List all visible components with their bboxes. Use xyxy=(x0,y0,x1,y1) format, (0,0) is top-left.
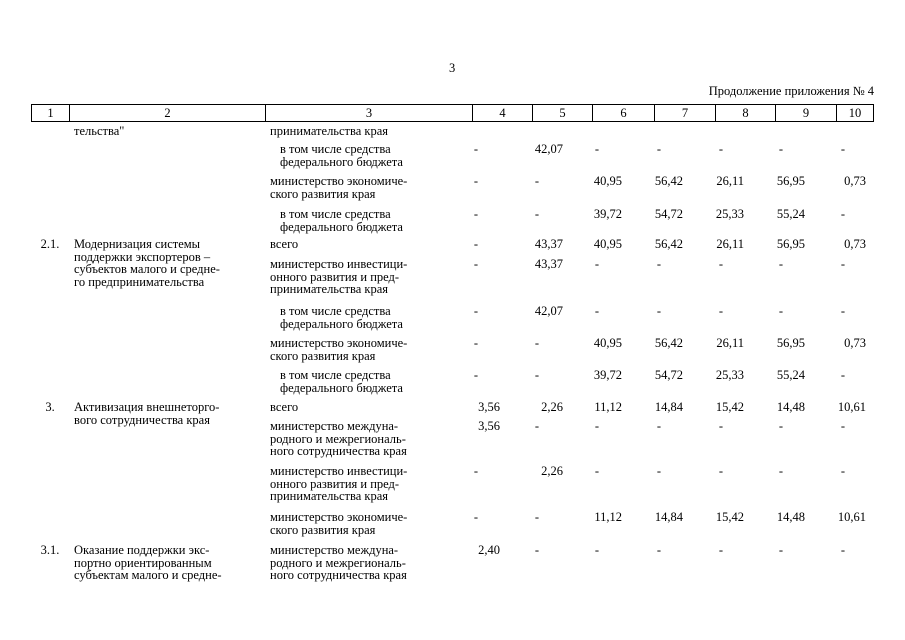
funding-source-line: всего xyxy=(270,400,299,414)
funding-source xyxy=(270,258,470,296)
value-col-4: - xyxy=(473,464,479,478)
funding-source xyxy=(270,125,470,138)
value-col-4: - xyxy=(473,257,479,271)
value-col-9: 14,48 xyxy=(776,400,805,414)
header-col-7: 7 xyxy=(655,105,716,121)
value-col-8: - xyxy=(718,142,724,156)
funding-source-line: в том числе средства xyxy=(280,207,391,221)
value-col-4: - xyxy=(473,174,479,188)
value-col-9: 14,48 xyxy=(776,510,805,524)
value-col-9: 56,95 xyxy=(776,174,805,188)
value-col-4: - xyxy=(473,142,479,156)
value-col-8: 26,11 xyxy=(716,237,744,251)
value-col-7: - xyxy=(656,142,662,156)
funding-source xyxy=(270,337,470,362)
value-col-8: 25,33 xyxy=(715,207,744,221)
funding-source-line: министерство инвестици- xyxy=(270,257,408,271)
funding-source xyxy=(280,143,470,168)
funding-source-line: ского развития края xyxy=(270,348,376,363)
funding-source-line: федерального бюджета xyxy=(280,380,403,395)
funding-source-line: министерство экономиче- xyxy=(270,510,408,524)
header-col-8: 8 xyxy=(716,105,776,121)
value-col-5: - xyxy=(534,368,540,382)
value-col-5: - xyxy=(534,419,540,433)
funding-source-line: в том числе средства xyxy=(280,304,391,318)
measure-name xyxy=(74,125,266,138)
funding-source-line: ного сотрудничества края xyxy=(270,568,407,582)
row-number: 3. xyxy=(45,400,55,414)
funding-source-line: онного развития и пред- xyxy=(270,476,400,491)
value-col-6: 40,95 xyxy=(593,174,622,188)
value-col-5: 43,37 xyxy=(534,237,563,251)
value-col-8: 26,11 xyxy=(716,174,744,188)
measure-name xyxy=(74,544,266,582)
header-col-10: 10 xyxy=(848,106,862,120)
funding-source-line: родного и межрегиональ- xyxy=(270,555,406,570)
measure-name-line: портно ориентированным xyxy=(74,555,212,570)
value-col-8: 15,42 xyxy=(715,510,744,524)
funding-source-line: принимательства края xyxy=(270,489,389,503)
funding-source-line: министерство междуна- xyxy=(270,543,399,557)
value-col-6: - xyxy=(594,464,600,478)
value-col-5: - xyxy=(534,543,540,557)
measure-name-line: Оказание поддержки экс- xyxy=(74,543,210,557)
value-col-7: 56,42 xyxy=(654,174,683,188)
funding-source xyxy=(270,511,470,536)
value-col-7: 56,42 xyxy=(654,237,683,251)
header-col-1: 1 xyxy=(32,105,70,121)
header-col-4: 4 xyxy=(473,105,533,121)
value-col-10: 0,73 xyxy=(844,336,866,350)
value-col-9: 55,24 xyxy=(776,207,805,221)
value-col-9: - xyxy=(778,464,784,478)
funding-source-line: министерство междуна- xyxy=(270,419,399,433)
value-col-4: - xyxy=(473,510,479,524)
funding-source xyxy=(280,369,470,394)
value-col-6: - xyxy=(594,304,600,318)
value-col-5: 42,07 xyxy=(534,304,563,318)
funding-source-line: федерального бюджета xyxy=(280,154,403,169)
value-col-5: - xyxy=(534,207,540,221)
measure-name-line: субъектов малого и средне- xyxy=(74,262,220,276)
header-col-3: 3 xyxy=(266,105,473,121)
value-col-6: 40,95 xyxy=(593,336,622,350)
value-col-7: - xyxy=(656,543,662,557)
funding-source xyxy=(270,420,470,458)
funding-source-line: министерство инвестици- xyxy=(270,464,408,478)
value-col-9: 56,95 xyxy=(776,336,805,350)
funding-source-line: ского развития края xyxy=(270,522,376,537)
value-col-6: 11,12 xyxy=(594,510,622,524)
value-col-9: - xyxy=(778,543,784,557)
value-col-8: - xyxy=(718,543,724,557)
row-number: 2.1. xyxy=(40,237,60,251)
value-col-6: - xyxy=(594,543,600,557)
value-col-6: - xyxy=(594,142,600,156)
header-col-2: 2 xyxy=(70,105,266,121)
value-col-4: - xyxy=(473,207,479,221)
header-col-9: 9 xyxy=(776,105,837,121)
value-col-8: - xyxy=(718,257,724,271)
funding-source xyxy=(270,238,470,251)
funding-source xyxy=(280,305,470,330)
appendix-caption: Продолжение приложения № 4 xyxy=(708,84,874,98)
funding-source-line: министерство экономиче- xyxy=(270,174,408,188)
funding-source-line: в том числе средства xyxy=(280,368,391,382)
value-col-10: 0,73 xyxy=(844,237,866,251)
funding-source-line: принимательства края xyxy=(270,124,389,138)
value-col-7: 54,72 xyxy=(654,207,683,221)
value-col-9: - xyxy=(778,304,784,318)
value-col-4: - xyxy=(473,237,479,251)
value-col-5: 42,07 xyxy=(534,142,563,156)
measure-name xyxy=(74,238,266,288)
value-col-7: 14,84 xyxy=(654,510,683,524)
measure-name xyxy=(74,401,266,426)
value-col-4: - xyxy=(473,368,479,382)
value-col-5: 2,26 xyxy=(541,400,563,414)
value-col-8: - xyxy=(718,304,724,318)
value-col-10: - xyxy=(840,419,846,433)
measure-name-line: тельства" xyxy=(74,124,125,138)
measure-name-line: вого сотрудничества края xyxy=(74,412,210,427)
value-col-5: - xyxy=(534,510,540,524)
funding-source xyxy=(270,544,470,582)
value-col-7: - xyxy=(656,464,662,478)
value-col-10: 10,61 xyxy=(837,400,866,414)
value-col-6: - xyxy=(594,419,600,433)
measure-name-line: Модернизация системы xyxy=(74,237,201,251)
value-col-9: 55,24 xyxy=(776,368,805,382)
value-col-8: - xyxy=(718,464,724,478)
value-col-6: 39,72 xyxy=(593,207,622,221)
value-col-8: 15,42 xyxy=(715,400,744,414)
value-col-4: - xyxy=(473,304,479,318)
value-col-10: - xyxy=(840,257,846,271)
value-col-9: - xyxy=(778,419,784,433)
value-col-7: 54,72 xyxy=(654,368,683,382)
value-col-6: 39,72 xyxy=(593,368,622,382)
value-col-9: 56,95 xyxy=(776,237,805,251)
funding-source-line: министерство экономиче- xyxy=(270,336,408,350)
funding-source-line: в том числе средства xyxy=(280,142,391,156)
funding-source xyxy=(270,175,470,200)
value-col-10: 10,61 xyxy=(837,510,866,524)
value-col-5: - xyxy=(534,336,540,350)
value-col-7: - xyxy=(656,304,662,318)
value-col-10: - xyxy=(840,543,846,557)
value-col-7: - xyxy=(656,419,662,433)
measure-name-line: го предпринимательства xyxy=(74,274,205,289)
value-col-6: 11,12 xyxy=(594,400,622,414)
funding-source-line: всего xyxy=(270,237,299,251)
value-col-8: 25,33 xyxy=(715,368,744,382)
value-col-10: 0,73 xyxy=(844,174,866,188)
value-col-4: - xyxy=(473,336,479,350)
value-col-5: 2,26 xyxy=(541,464,563,478)
value-col-4: 3,56 xyxy=(478,419,500,433)
funding-source xyxy=(280,208,470,233)
measure-name-line: Активизация внешнеторго- xyxy=(74,400,220,414)
value-col-9: - xyxy=(778,142,784,156)
value-col-8: - xyxy=(718,419,724,433)
value-col-7: 14,84 xyxy=(654,400,683,414)
value-col-7: - xyxy=(656,257,662,271)
row-number: 3.1. xyxy=(40,543,60,557)
value-col-10: - xyxy=(840,142,846,156)
measure-name-line: поддержки экспортеров – xyxy=(74,249,211,264)
value-col-8: 26,11 xyxy=(716,336,744,350)
value-col-10: - xyxy=(840,207,846,221)
value-col-4: 3,56 xyxy=(478,400,500,414)
funding-source-line: ского развития края xyxy=(270,186,376,201)
funding-source-line: федерального бюджета xyxy=(280,219,403,234)
funding-source xyxy=(270,465,470,503)
funding-source-line: родного и межрегиональ- xyxy=(270,431,406,446)
funding-source-line: федерального бюджета xyxy=(280,316,403,331)
value-col-6: - xyxy=(594,257,600,271)
value-col-10: - xyxy=(840,304,846,318)
measure-name-line: субъектам малого и средне- xyxy=(74,568,222,582)
funding-source xyxy=(270,401,470,414)
funding-source-line: принимательства края xyxy=(270,282,389,296)
funding-source-line: ного сотрудничества края xyxy=(270,444,407,458)
header-col-6: 6 xyxy=(593,105,655,121)
funding-source-line: онного развития и пред- xyxy=(270,269,400,284)
page-number: 3 xyxy=(449,61,456,75)
value-col-10: - xyxy=(840,368,846,382)
value-col-10: - xyxy=(840,464,846,478)
value-col-6: 40,95 xyxy=(593,237,622,251)
header-col-5: 5 xyxy=(533,105,593,121)
value-col-9: - xyxy=(778,257,784,271)
value-col-4: 2,40 xyxy=(478,543,500,557)
value-col-5: 43,37 xyxy=(534,257,563,271)
value-col-5: - xyxy=(534,174,540,188)
value-col-7: 56,42 xyxy=(654,336,683,350)
